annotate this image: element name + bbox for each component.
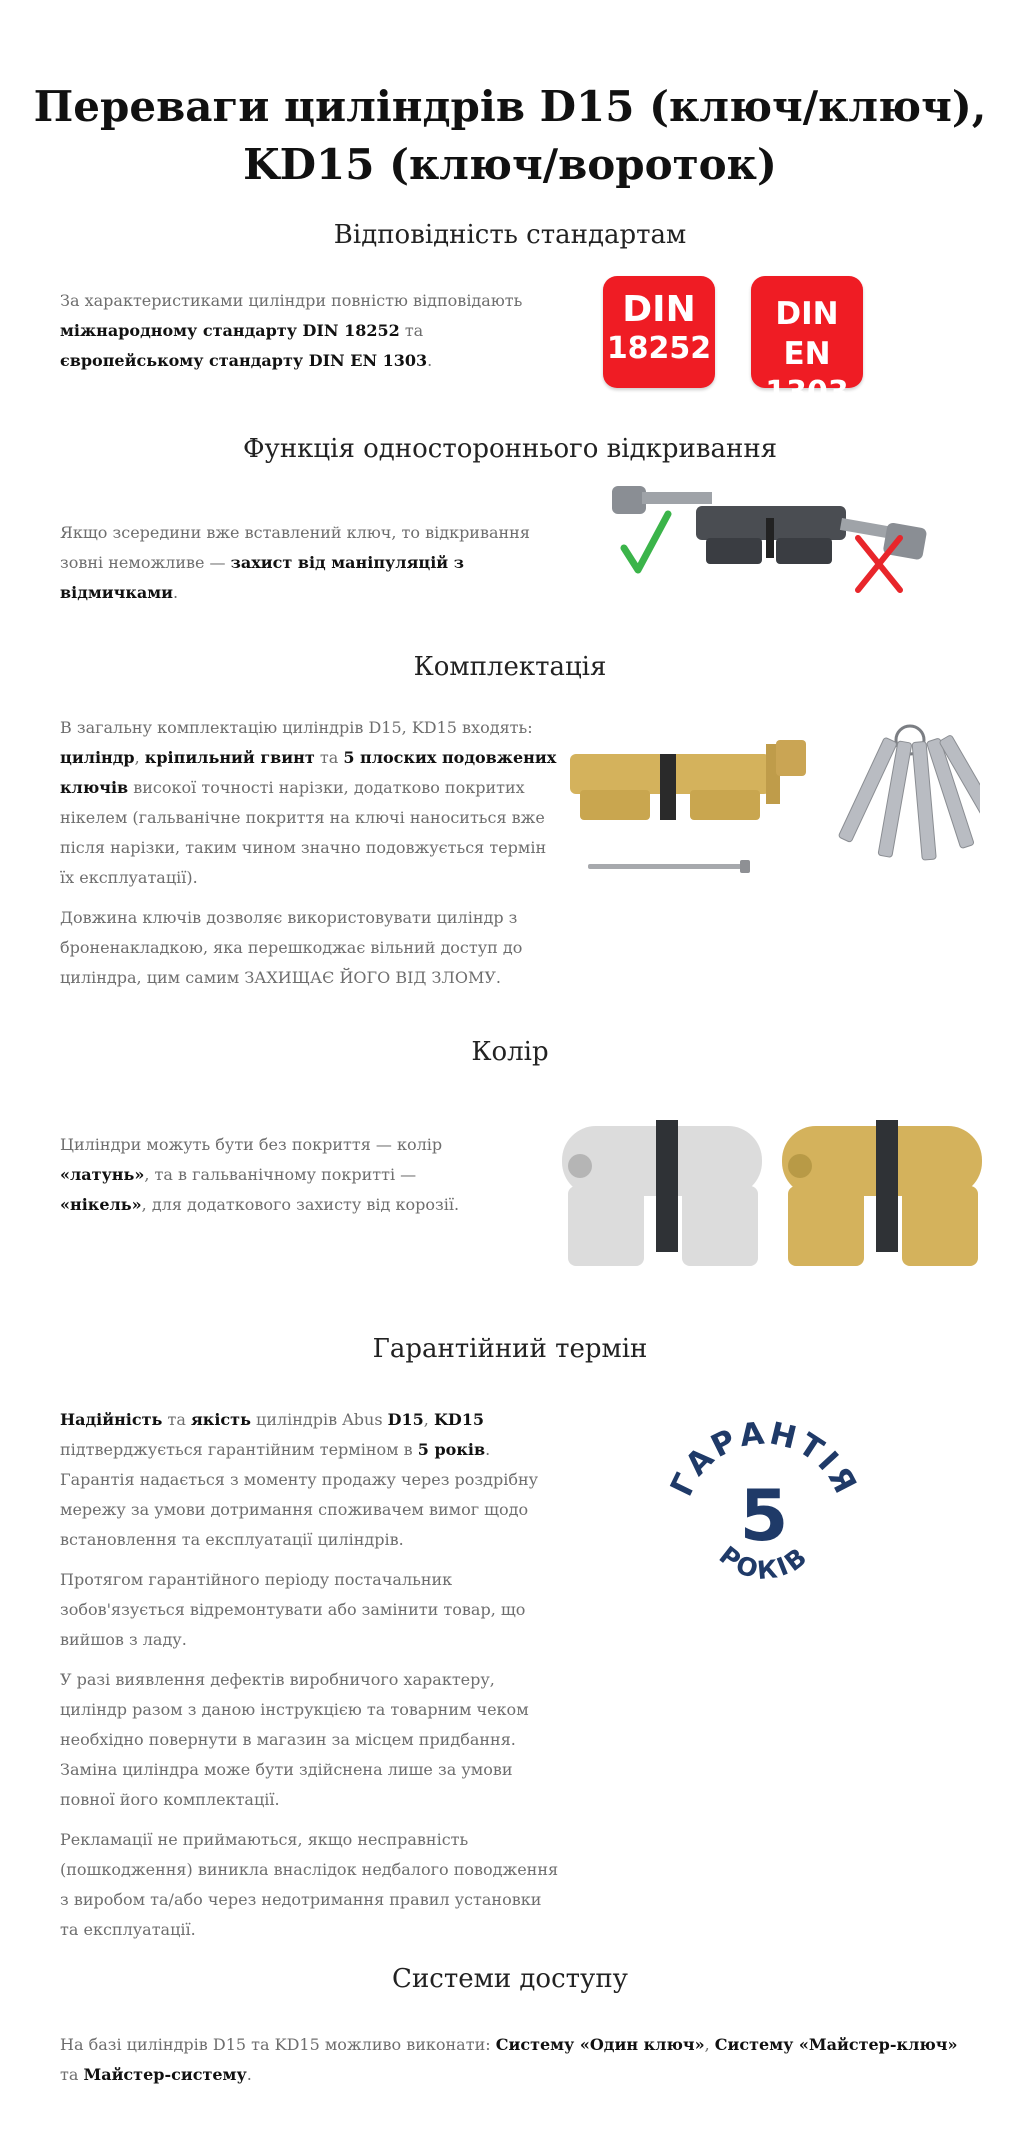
din-en-1303-badge	[751, 276, 863, 410]
badge-dinen-line1: DIN EN	[775, 296, 839, 372]
access-text	[60, 2030, 970, 2100]
color-variants-image	[556, 1090, 1000, 1290]
stamp-bottom-text: РОКІВ	[713, 1540, 815, 1586]
heading-one-side: Функція одностороннього відкривання	[242, 434, 778, 464]
screw-icon	[588, 860, 750, 873]
color-text	[60, 1130, 500, 1230]
din-18252-badge	[603, 276, 715, 388]
warranty-text	[60, 1405, 560, 1955]
heading-kit: Комплектація	[413, 652, 607, 682]
check-icon	[624, 514, 668, 570]
kit-paragraph-1: В загальну комплектацію циліндрів D15, KD15 входять: циліндр, кріпильний гвинт та 5 плоских подовжених ключів високої точності нарізки, додатково покритих нікелем (гальванічне покриття на ключі наноситься вже після нарізки, таким чином значно подовжується термін їх експлуатації).	[60, 718, 557, 887]
warranty-paragraph-2: Протягом гарантійного періоду постачальник зобов'язується відремонтувати або замінити товар, що вийшов з ладу.	[60, 1570, 526, 1649]
badge-din-line2: 18252	[606, 331, 712, 366]
nickel-cylinder-icon	[562, 1120, 762, 1266]
kit-paragraph-2: Довжина ключів дозволяє використовувати циліндр з броненакладкою, яка перешкоджає вільний доступ до циліндра, цим самим ЗАХИЩАЄ ЙОГО ВІД ЗЛОМУ.	[60, 908, 523, 987]
badge-din-line1: DIN	[622, 289, 696, 330]
one-side-text	[60, 518, 560, 618]
warranty-paragraph-4: Рекламації не приймаються, якщо несправність (пошкодження) виникла внаслідок недбалого поводження з виробом та/або через недотримання правил установки та експлуатації.	[60, 1830, 559, 1939]
stamp-number: 5	[739, 1475, 789, 1557]
kit-image	[560, 710, 980, 900]
heading-standards: Відповідність стандартам	[333, 220, 687, 250]
heading-color: Колір	[471, 1037, 549, 1067]
warranty-stamp	[664, 1412, 864, 1612]
warranty-paragraph-1: Надійність та якість циліндрів Abus D15, KD15 підтверджується гарантійним терміном в 5 років. Гарантія надається з моменту продажу через роздрібну мережу за умови дотримання споживачем вимог щодо встановлення та експлуатації циліндрів.	[60, 1410, 539, 1549]
badge-dinen-line2: 1303	[765, 375, 849, 410]
kit-text	[60, 713, 560, 1003]
heading-warranty: Гарантійний термін	[372, 1334, 648, 1364]
warranty-paragraph-3: У разі виявлення дефектів виробничого характеру, циліндр разом з даною інструкцією та товарним чеком необхідно повернути в магазин за місцем придбання. Заміна циліндра може бути здійснена лише за умови повної його комплектації.	[60, 1670, 529, 1809]
standards-text	[60, 286, 540, 386]
access-paragraph: На базі циліндрів D15 та KD15 можливо виконати: Систему «Один ключ», Систему «Майстер-ключ» та Майстер-систему.	[60, 2035, 958, 2084]
standards-paragraph: За характеристиками циліндри повністю відповідають міжнародному стандарту DIN 18252 та європейському стандарту DIN EN 1303.	[60, 291, 523, 370]
keys-bundle-icon	[838, 726, 980, 860]
brass-color-cylinder-icon	[782, 1120, 982, 1266]
color-paragraph: Циліндри можуть бути без покриття — колір «латунь», та в гальванічному покритті — «нікель», для додаткового захисту від корозії.	[60, 1135, 460, 1214]
cross-icon	[858, 538, 900, 590]
cylinder-body-icon	[696, 506, 846, 564]
heading-access: Системи доступу	[392, 1964, 628, 1994]
brass-cylinder-icon	[570, 740, 806, 820]
stamp-top-text: ГАРАНТІЯ	[664, 1415, 864, 1502]
page-title: Переваги циліндрів D15 (ключ/ключ), KD15 (ключ/вороток)	[33, 82, 987, 189]
cylinder-with-keys-image	[606, 478, 966, 608]
one-side-paragraph: Якщо зсередини вже вставлений ключ, то відкривання зовні неможливе — захист від маніпуляцій з відмичками.	[60, 523, 530, 602]
